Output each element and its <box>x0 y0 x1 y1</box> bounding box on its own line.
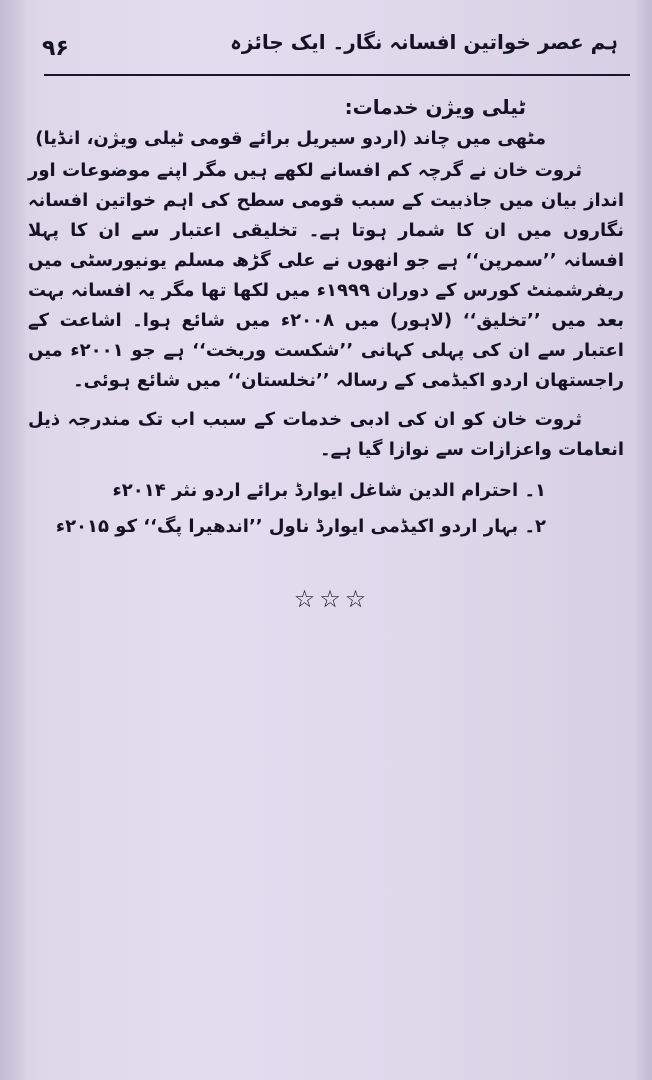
section-separator-stars: ☆☆☆ <box>293 585 371 613</box>
paragraph-1-text: ثروت خان نے گرچہ کم افسانے لکھے ہیں مگر اپنے موضوعات اور انداز بیان میں جاذبیت کے سبب قومی سطح کی اہم خواتین افسانہ نگاروں میں ان کا شمار ہوتا ہے۔ تخلیقی اعتبار سے ان کا پہلا افسانہ ’’سمرپن‘‘ ہے جو انھوں نے علی گڑھ مسلم یونیورسٹی میں ریفرشمنٹ کورس کے دوران ۱۹۹۹ء میں لکھا تھا مگر یہ افسانہ بہت بعد میں ’’تخلیق‘‘ (لاہور) میں ۲۰۰۸ء میں شائع ہوا۔ اشاعت کے اعتبار سے ان کی پہلی کہانی ’’شکست وریخت‘‘ ہے جو ۲۰۰۱ء میں راجستھان اردو اکیڈمی کے رسالہ ’’نخلستان‘‘ میں شائع ہوئی۔ <box>28 160 624 391</box>
section-title: ٹیلی ویژن خدمات: <box>344 95 526 119</box>
page-header <box>42 26 624 72</box>
awards-list <box>28 473 624 545</box>
production-entry: مٹھی میں چاند (اردو سیریل برائے قومی ٹیلی ویژن، انڈیا) <box>35 128 546 149</box>
award-item: ۱۔ احترام الدین شاغل ایوارڈ برائے اردو نثر ۲۰۱۴ء <box>112 480 546 501</box>
award-item: ۲۔ بہار اردو اکیڈمی ایوارڈ ناول ’’اندھیرا پگ‘‘ کو ۲۰۱۵ء <box>55 516 546 537</box>
page-number: ۹۶ <box>42 36 69 61</box>
paragraph-2-text: ثروت خان کو ان کی ادبی خدمات کے سبب اب تک مندرجہ ذیل انعامات واعزازات سے نوازا گیا ہے۔ <box>28 409 624 460</box>
running-title: ہم عصر خواتین افسانہ نگار۔ ایک جائزہ <box>230 30 618 54</box>
body-paragraph-1 <box>28 156 624 396</box>
header-rule <box>44 74 630 76</box>
body-paragraph-2 <box>28 405 624 465</box>
page-content <box>28 92 624 614</box>
